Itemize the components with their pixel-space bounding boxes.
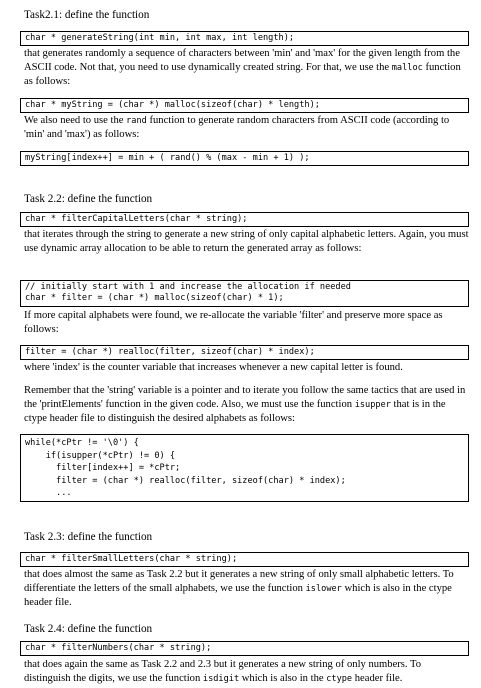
task22-loop-line-3: filter[index++] = *cPtr; <box>25 463 181 474</box>
task24-isdigit-inline: isdigit <box>202 674 240 684</box>
task22-loop-box <box>20 434 469 502</box>
task23-signature: char * filterSmallLetters(char * string); <box>25 554 238 564</box>
task21-signature-box <box>20 31 469 46</box>
task21-heading: Task2.1: define the function <box>24 9 150 21</box>
task24-description-text-b: which is also in the <box>239 673 327 684</box>
task21-rand-description <box>24 114 469 142</box>
task22-malloc-box <box>20 280 469 307</box>
task21-malloc-inline: malloc <box>391 63 423 73</box>
task24-heading: Task 2.4: define the function <box>24 623 153 635</box>
task22-loop-line-1: while(*cPtr != '\0') { <box>25 438 139 448</box>
task22-loop-line-2: if(isupper(*cPtr) != 0) { <box>25 450 176 461</box>
task23-description-text-a: that does almost the same as Task 2.2 but it generates a new string of only small alphabetic letters. To differentiate the letters of the small alphabets, we use the function <box>24 569 454 594</box>
task22-malloc-line: char * filter = (char *) malloc(sizeof(char) * 1); <box>25 293 284 303</box>
task24-signature: char * filterNumbers(char * string); <box>25 643 212 653</box>
task22-signature-box <box>20 212 469 227</box>
task24-description-text-c: header file. <box>352 673 403 684</box>
task24-description-text-a: that does again the same as Task 2.2 and 2.3 but it generates a new string of only numbers. To distinguish the digits, we use the function <box>24 659 422 684</box>
task22-realloc-intro: If more capital alphabets were found, we re-allocate the variable 'filter' and preserve more space as follows: <box>24 310 443 335</box>
task22-description: that iterates through the string to generate a new string of only capital alphabetic letters. Again, you must use dynamic array allocation to be able to return the generated array as follows: <box>24 229 469 254</box>
task22-isupper-inline: isupper <box>354 400 391 410</box>
task21-description <box>24 47 469 89</box>
task23-description-text-b: which is also in the ctype header file. <box>24 583 452 608</box>
task21-malloc-line: char * myString = (char *) malloc(sizeof(char) * length); <box>25 100 320 110</box>
task23-signature-box <box>20 552 469 567</box>
task21-rand-line: myString[index++] = min + ( rand() % (max - min + 1) ); <box>25 153 310 163</box>
task22-comment-line: // initially start with 1 and increase the allocation if needed <box>25 282 351 292</box>
task22-remember-text-b: that is in the ctype header file to distinguish the desired alphabets as follows: <box>24 399 446 424</box>
task22-signature: char * filterCapitalLetters(char * string); <box>25 214 248 224</box>
task23-heading: Task 2.3: define the function <box>24 531 153 543</box>
task21-description-text-b: function as follows: <box>24 62 461 87</box>
task21-rand-text-b: function to generate random characters from ASCII code (according to 'min' and 'max') as follows: <box>24 115 450 140</box>
task23-islower-inline: islower <box>305 584 342 594</box>
task22-remember-text <box>24 384 469 426</box>
task22-where-text: where 'index' is the counter variable that increases whenever a new capital letter is found. <box>24 362 403 373</box>
task22-realloc-line: filter = (char *) realloc(filter, sizeof(char) * index); <box>25 347 315 357</box>
task22-remember-text-a: Remember that the 'string' variable is a pointer and to iterate you follow the same tactics that are used in the 'printElements' function in the given code. Also, we must use the function <box>24 385 466 410</box>
task22-realloc-box <box>20 345 469 360</box>
task21-signature: char * generateString(int min, int max, int length); <box>25 33 295 43</box>
task21-rand-text-a: We also need to use the <box>24 115 127 126</box>
task24-ctype-inline: ctype <box>326 674 353 684</box>
task21-rand-inline: rand <box>126 116 147 126</box>
task21-malloc-box <box>20 98 469 113</box>
task22-loop-line-4: filter = (char *) realloc(filter, sizeof(char) * index); <box>25 475 346 486</box>
task23-description <box>24 568 469 610</box>
task21-description-text-a: that generates randomly a sequence of characters between 'min' and 'max' for the given length from the ASCII code. Not that, you need to use dynamically created string. For that, we use the <box>24 48 460 73</box>
task24-description <box>24 658 469 686</box>
task21-rand-box <box>20 151 469 166</box>
task24-signature-box <box>20 641 469 656</box>
task22-loop-line-5: ... <box>25 488 72 499</box>
task22-heading: Task 2.2: define the function <box>24 193 153 205</box>
